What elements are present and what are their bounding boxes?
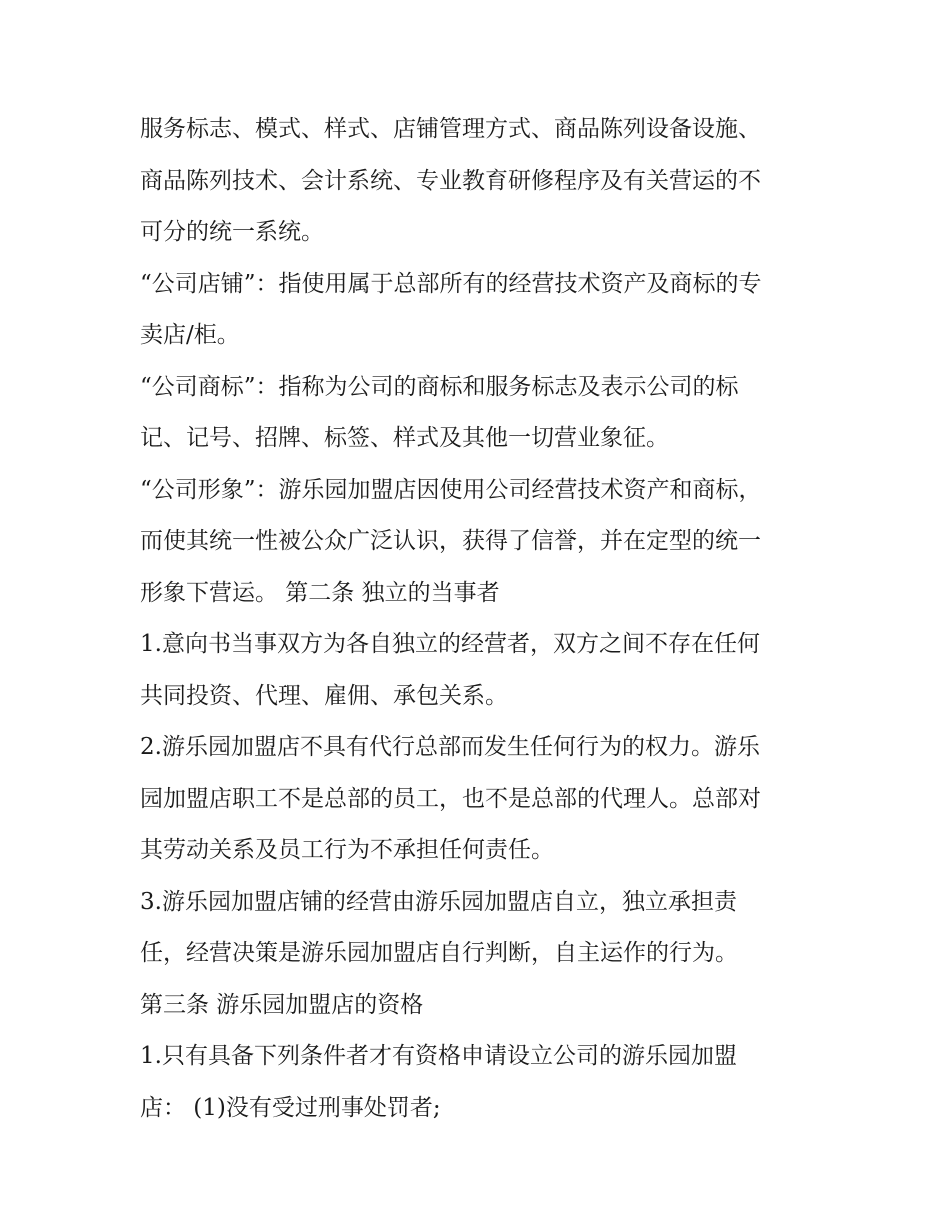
text-line: 3.游乐园加盟店铺的经营由游乐园加盟店自立，独立承担责 xyxy=(140,888,737,915)
text-line: 而使其统一性被公众广泛认识，获得了信誉，并在定型的统一 xyxy=(140,528,761,554)
text-line: “公司商标”：指称为公司的商标和服务标志及表示公司的标 xyxy=(140,373,739,400)
text-line: 共同投资、代理、雇佣、承包关系。 xyxy=(140,682,508,709)
text-line: 可分的统一系统。 xyxy=(140,219,324,245)
text-line: 服务标志、模式、样式、店铺管理方式、商品陈列设备设施、 xyxy=(140,116,761,142)
text-line: 园加盟店职工不是总部的员工，也不是总部的代理人。总部对 xyxy=(140,785,761,812)
text-line: 任，经营决策是游乐园加盟店自行判断，自主运作的行为。 xyxy=(140,940,738,966)
document-body xyxy=(140,104,830,1134)
text-line: 卖店/柜。 xyxy=(140,322,240,348)
text-line: 2.游乐园加盟店不具有代行总部而发生任何行为的权力。游乐 xyxy=(140,734,760,760)
text-line: “公司店铺”：指使用属于总部所有的经营技术资产及商标的专 xyxy=(140,270,762,297)
text-line: 记、记号、招牌、标签、样式及其他一切营业象征。 xyxy=(140,425,669,451)
text-line: 其劳动关系及员工行为不承担任何责任。 xyxy=(140,837,554,863)
text-line: 1.只有具备下列条件者才有资格申请设立公司的游乐园加盟 xyxy=(140,1043,737,1069)
text-line: “公司形象”：游乐园加盟店因使用公司经营技术资产和商标， xyxy=(140,476,762,503)
text-line: 1.意向书当事双方为各自独立的经营者，双方之间不存在任何 xyxy=(140,631,760,657)
text-line: 形象下营运。 第二条 独立的当事者 xyxy=(140,579,500,606)
text-line: 店： (1)没有受过刑事处罚者; xyxy=(140,1094,441,1121)
text-line: 第三条 游乐园加盟店的资格 xyxy=(140,991,424,1018)
text-line: 商品陈列技术、会计系统、专业教育研修程序及有关营运的不 xyxy=(140,167,761,194)
